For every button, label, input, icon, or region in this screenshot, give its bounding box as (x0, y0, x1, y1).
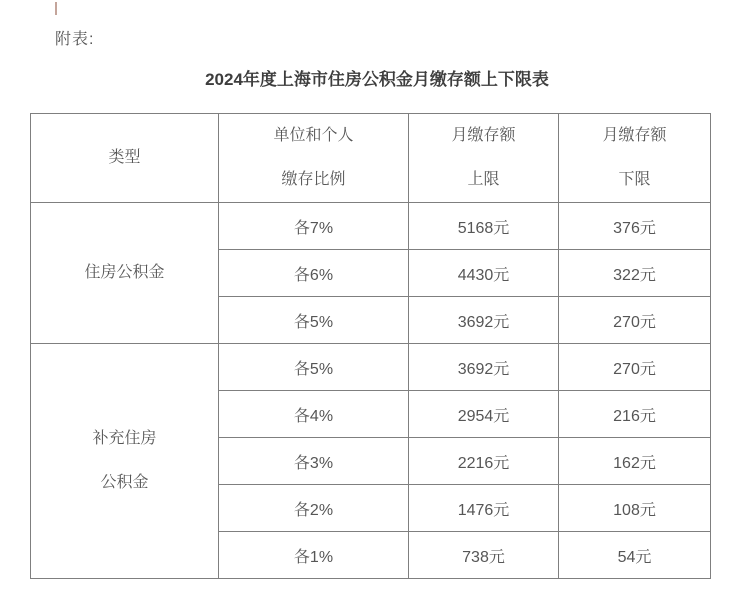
upper-limit-cell: 1476元 (409, 485, 559, 532)
upper-limit-cell: 5168元 (409, 203, 559, 250)
ratio-cell: 各7% (219, 203, 409, 250)
lower-limit-cell: 270元 (559, 297, 711, 344)
header-upper-line2: 上限 (467, 171, 500, 188)
type-housing-fund-label: 住房公积金 (84, 264, 165, 281)
table-row (31, 344, 711, 391)
header-lower-line2: 下限 (618, 171, 651, 188)
lower-limit-cell: 216元 (559, 391, 711, 438)
lower-limit-cell: 322元 (559, 250, 711, 297)
header-upper-limit (409, 114, 559, 203)
stray-mark (55, 2, 57, 15)
header-lower-line1: 月缴存额 (602, 127, 667, 144)
upper-limit-cell: 3692元 (409, 344, 559, 391)
ratio-cell: 各2% (219, 485, 409, 532)
header-ratio (219, 114, 409, 203)
ratio-cell: 各3% (219, 438, 409, 485)
header-type (31, 114, 219, 203)
table-row (31, 203, 711, 250)
lower-limit-cell: 162元 (559, 438, 711, 485)
header-lower-limit (559, 114, 711, 203)
page-title: 2024年度上海市住房公积金月缴存额上下限表 (205, 70, 549, 89)
appendix-label: 附表: (55, 31, 95, 48)
ratio-cell: 各5% (219, 344, 409, 391)
header-type-label: 类型 (108, 149, 141, 166)
ratio-cell: 各4% (219, 391, 409, 438)
ratio-cell: 各5% (219, 297, 409, 344)
header-ratio-line2: 缴存比例 (281, 171, 346, 188)
header-upper-line1: 月缴存额 (451, 127, 516, 144)
lower-limit-cell: 270元 (559, 344, 711, 391)
upper-limit-cell: 738元 (409, 532, 559, 579)
lower-limit-cell: 108元 (559, 485, 711, 532)
type-cell-supplementary-fund (31, 344, 219, 579)
table-header-row (31, 114, 711, 203)
upper-limit-cell: 3692元 (409, 297, 559, 344)
type-cell-housing-fund (31, 203, 219, 344)
upper-limit-cell: 2216元 (409, 438, 559, 485)
ratio-cell: 各6% (219, 250, 409, 297)
lower-limit-cell: 54元 (559, 532, 711, 579)
ratio-cell: 各1% (219, 532, 409, 579)
upper-limit-cell: 4430元 (409, 250, 559, 297)
type-supplementary-line2: 公积金 (100, 474, 149, 491)
header-ratio-line1: 单位和个人 (273, 127, 354, 144)
type-supplementary-line1: 补充住房 (92, 430, 157, 447)
lower-limit-cell: 376元 (559, 203, 711, 250)
limits-table (30, 113, 711, 579)
upper-limit-cell: 2954元 (409, 391, 559, 438)
